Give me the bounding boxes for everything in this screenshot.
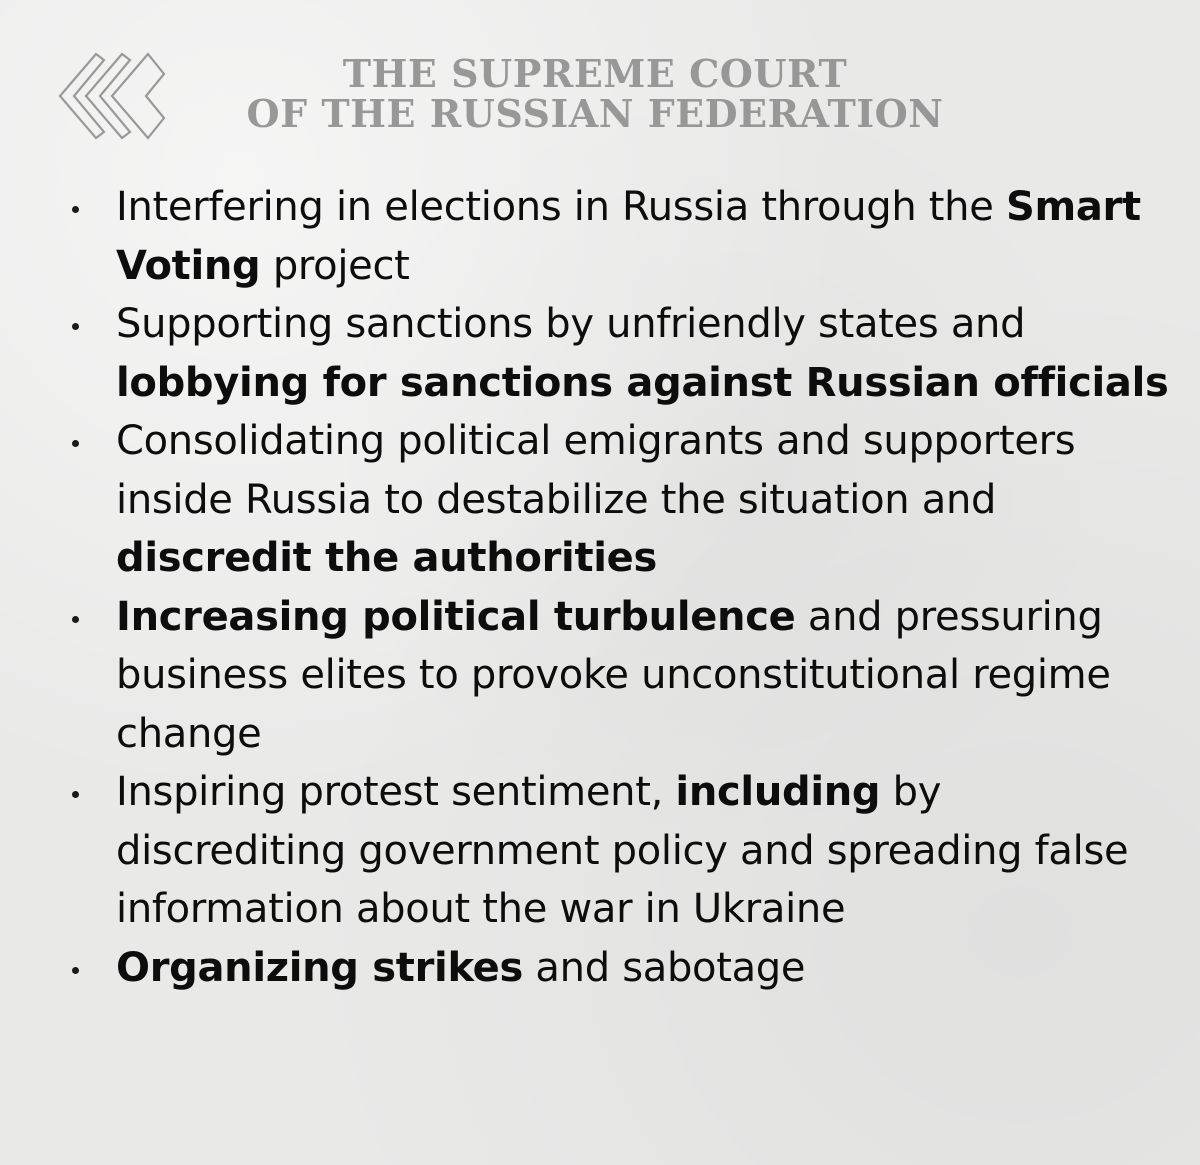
court-title (200, 51, 990, 136)
list-item (0, 178, 1200, 295)
accusation-list (0, 178, 1200, 997)
list-item (0, 939, 1200, 998)
bullet-dot-icon (72, 967, 79, 974)
court-chevron-logo-icon (56, 48, 168, 144)
item-emphasis: Organizing strikes (116, 944, 524, 991)
item-text: and sabotage (523, 944, 806, 991)
bullet-dot-icon (72, 616, 79, 623)
list-item (0, 588, 1200, 764)
item-emphasis: including (675, 769, 881, 815)
item-text: by discrediting government policy and spreading false information about the war in Ukraine (116, 769, 1129, 932)
bullet-dot-icon (72, 440, 79, 447)
list-item (0, 295, 1200, 412)
item-emphasis: discredit the authorities (116, 535, 658, 581)
court-title-line-1: THE SUPREME COURT (342, 51, 848, 96)
item-text: Inspiring protest sentiment, (116, 769, 676, 815)
bullet-dot-icon (72, 791, 79, 798)
item-text: and pressuring business elites to provoke unconstitutional regime change (116, 593, 1111, 757)
bullet-dot-icon (72, 206, 79, 213)
item-emphasis: Smart Voting (116, 184, 1141, 289)
item-emphasis: lobbying for sanctions against Russian officials (116, 359, 1169, 406)
item-text: Supporting sanctions by unfriendly states and (116, 301, 1026, 347)
list-item (0, 763, 1200, 939)
item-emphasis: Increasing political turbulence (116, 593, 796, 640)
item-text: project (260, 242, 410, 289)
header (0, 48, 1200, 148)
item-text: Interfering in elections in Russia through the (116, 184, 1006, 230)
list-item (0, 412, 1200, 588)
court-title-line-2: OF THE RUSSIAN FEDERATION (246, 91, 944, 136)
bullet-dot-icon (72, 323, 79, 330)
item-text: Consolidating political emigrants and supporters inside Russia to destabilize the situation and (116, 418, 1076, 523)
